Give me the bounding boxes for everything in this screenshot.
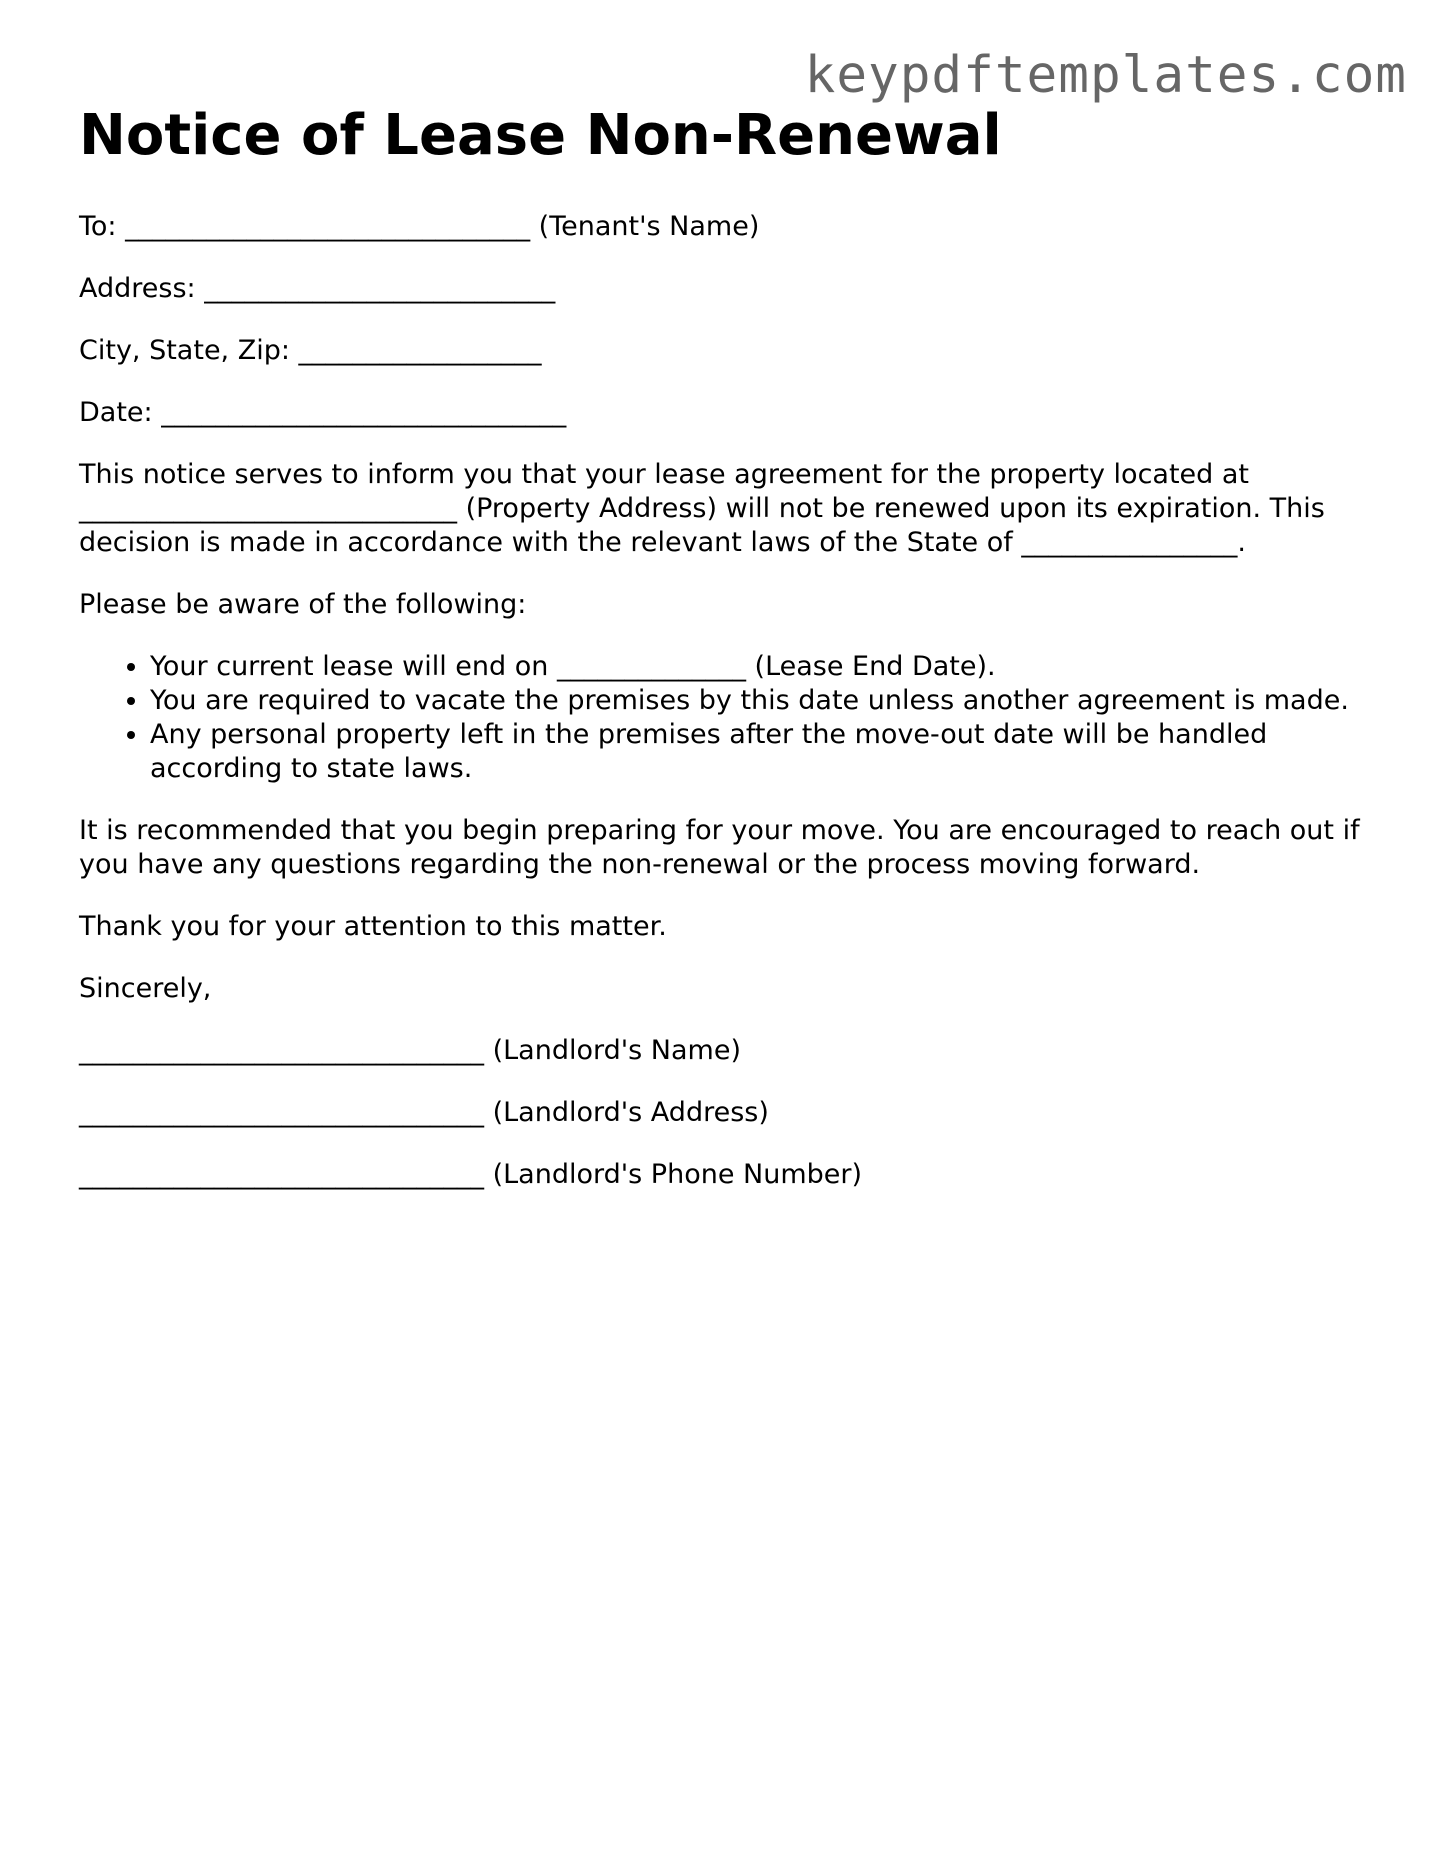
list-item: • Your current lease will end on ______________ (Lease End Date). <box>150 650 1379 684</box>
landlord-phone-line: ______________________________ (Landlord's Phone Number) <box>79 1159 863 1190</box>
closing-text: Sincerely, <box>79 973 212 1004</box>
landlord-address-line: ______________________________ (Landlord's Address) <box>79 1097 769 1128</box>
watermark: keypdftemplates.com <box>804 46 1407 105</box>
city-state-zip-field: City, State, Zip: __________________ <box>79 335 542 366</box>
document-title: Notice of Lease Non-Renewal <box>79 103 1002 168</box>
recommend-paragraph: It is recommended that you begin preparing for your move. You are encouraged to reach out if you have any questions regarding the non-renewal or the process moving forward. <box>79 815 1360 880</box>
notice-paragraph: This notice serves to inform you that your lease agreement for the property located at ____________________________ (Property Address) will not be renewed upon its expiration. This decision is made in accordance with the relevant laws of the State of ________________. <box>79 459 1325 558</box>
list-item: • Any personal property left in the premises after the move-out date will be handled according to state laws. <box>150 718 1379 786</box>
thanks-paragraph: Thank you for your attention to this matter. <box>79 911 667 942</box>
to-field: To: ______________________________ (Tenant's Name) <box>79 211 760 242</box>
terms-list <box>79 650 1379 786</box>
landlord-name-line: ______________________________ (Landlord's Name) <box>79 1035 742 1066</box>
address-field: Address: __________________________ <box>79 273 556 304</box>
date-field: Date: ______________________________ <box>79 397 567 428</box>
document-body <box>79 102 1379 1220</box>
aware-paragraph: Please be aware of the following: <box>79 589 527 620</box>
list-item: • You are required to vacate the premises by this date unless another agreement is made. <box>150 684 1379 718</box>
